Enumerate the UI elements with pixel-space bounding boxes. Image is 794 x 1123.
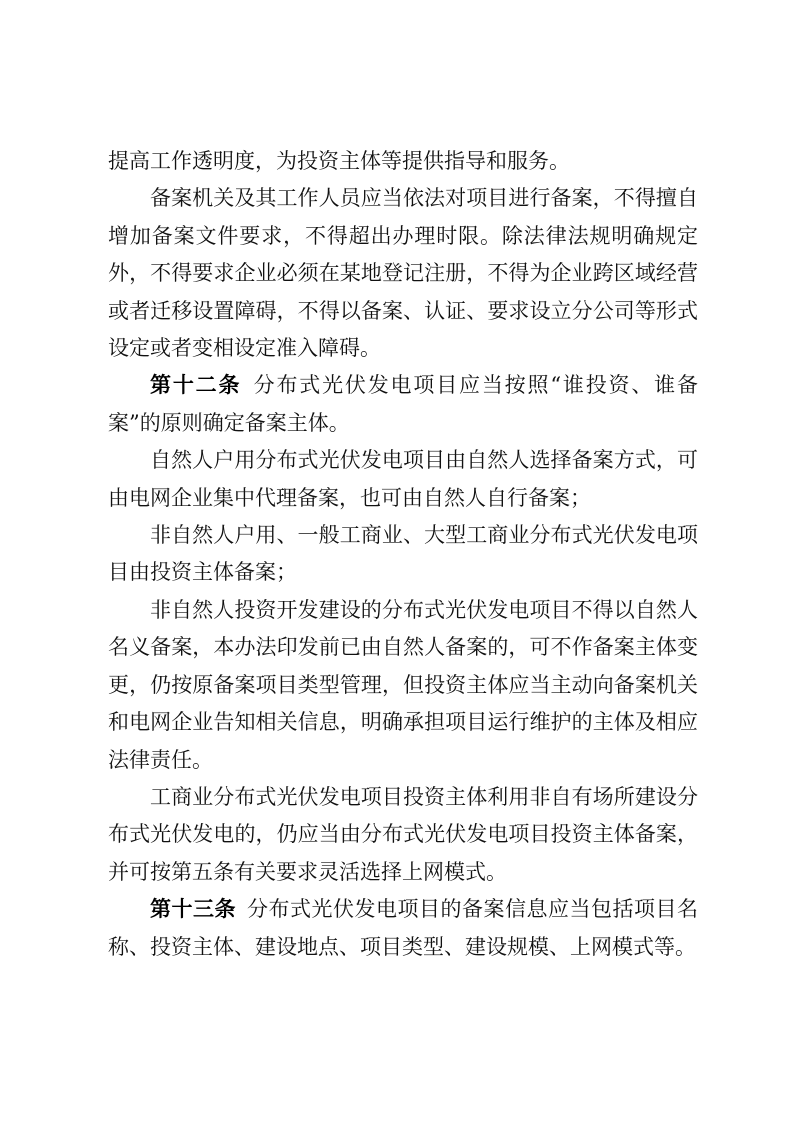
paragraph-non-natural-person [108,517,698,592]
paragraph-no-natural-person-name [108,592,698,779]
paragraph-article-13 [108,891,698,966]
paragraph-text: 非自然人户用、一般工商业、大型工商业分布式光伏发电项目由投资主体备案； [108,523,698,585]
paragraph-text: 分布式光伏发电项目应当按照“谁投资、谁备案”的原则确定备案主体。 [108,373,699,435]
paragraph-text: 分布式光伏发电项目的备案信息应当包括项目名称、投资主体、建设地点、项目类型、建设规模、上网模式等。 [108,897,698,959]
paragraph-text: 备案机关及其工作人员应当依法对项目进行备案，不得擅自增加备案文件要求，不得超出办理时限。除法律法规明确规定外，不得要求企业必须在某地登记注册，不得为企业跨区域经营或者迁移设置障碍，不得以备案、认证、要求设立分公司等形式设定或者变相设定准入障碍。 [108,186,698,361]
paragraph-natural-person-household [108,442,698,517]
paragraph-non-owned-site [108,779,698,891]
paragraph-text: 工商业分布式光伏发电项目投资主体利用非自有场所建设分布式光伏发电的，仍应当由分布式光伏发电项目投资主体备案，并可按第五条有关要求灵活选择上网模式。 [108,784,698,884]
paragraph-text: 自然人户用分布式光伏发电项目由自然人选择备案方式，可由电网企业集中代理备案，也可由自然人自行备案； [108,448,698,510]
paragraph-text: 提高工作透明度，为投资主体等提供指导和服务。 [108,149,570,173]
document-body [108,143,698,966]
paragraph-filing-authority-duties [108,180,698,367]
article-number: 第十二条 [150,373,242,398]
paragraph-article-12 [108,367,698,442]
paragraph-transparency [108,143,698,180]
article-number: 第十三条 [150,897,236,922]
paragraph-text: 非自然人投资开发建设的分布式光伏发电项目不得以自然人名义备案，本办法印发前已由自然人备案的，可不作备案主体变更，仍按原备案项目类型管理，但投资主体应当主动向备案机关和电网企业告知相关信息，明确承担项目运行维护的主体及相应法律责任。 [108,597,698,772]
